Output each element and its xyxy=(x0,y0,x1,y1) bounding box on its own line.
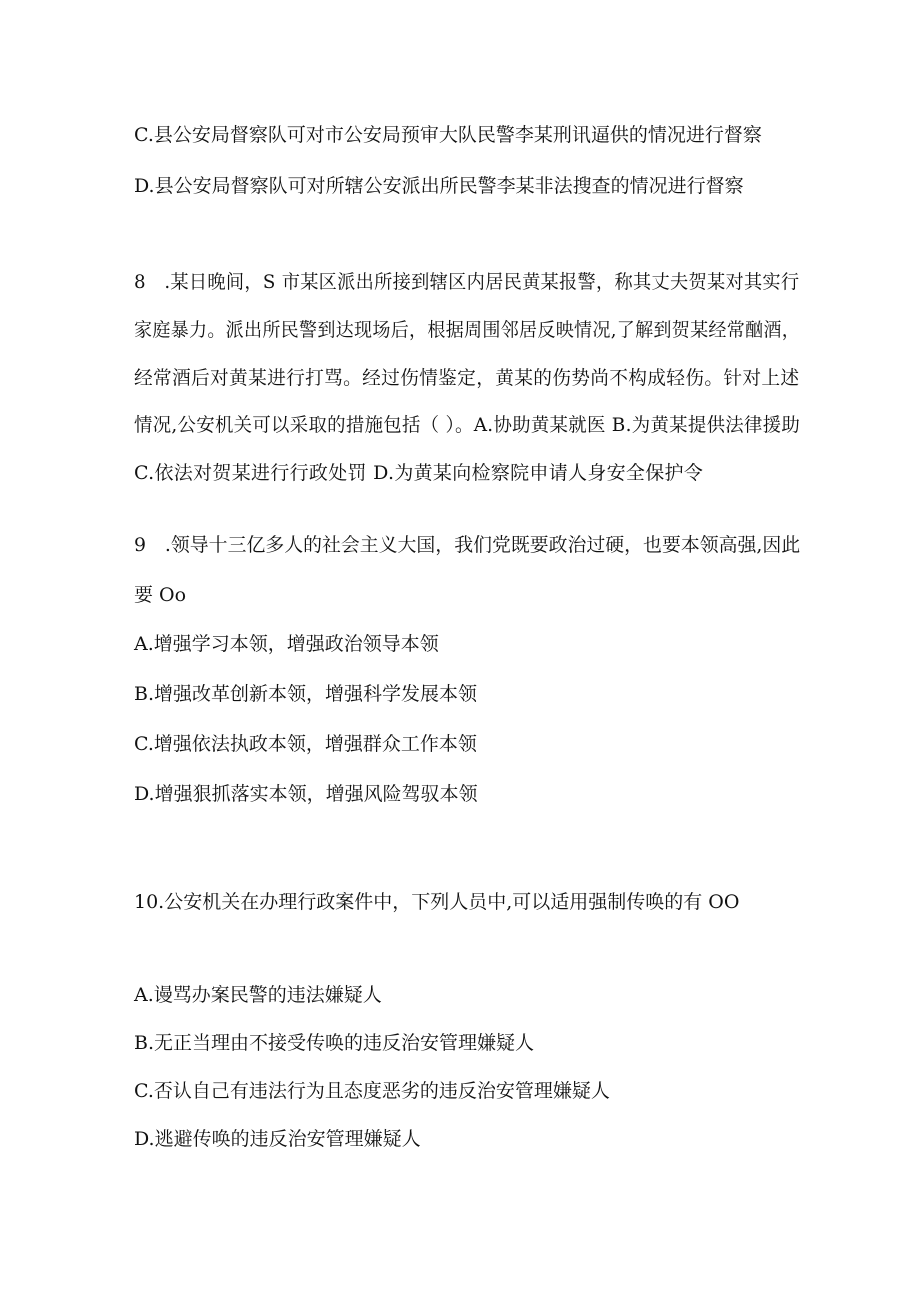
q8-options-line: C.依法对贺某进行行政处罚 D.为黄某向检察院申请人身安全保护令 xyxy=(134,462,704,484)
q7-option-d: D.县公安局督察队可对所辖公安派出所民警李某非法搜查的情况进行督察 xyxy=(134,175,744,197)
q10-stem: 10.公安机关在办理行政案件中，下列人员中,可以适用强制传唤的有 OO xyxy=(134,891,740,913)
q8-stem-line-3: 经常酒后对黄某进行打骂。经过伤情鉴定，黄某的伤势尚不构成轻伤。针对上述 xyxy=(134,367,800,389)
q9-stem-line-1: 9 .领导十三亿多人的社会主义大国，我们党既要政治过硬，也要本领高强,因此 xyxy=(134,534,801,556)
q8-stem-line-4: 情况,公安机关可以采取的措施包括（ ）。A.协助黄某就医 B.为黄某提供法律援助 xyxy=(134,414,801,436)
q9-option-c: C.增强依法执政本领，增强群众工作本领 xyxy=(134,733,477,755)
q8-stem-line-2: 家庭暴力。派出所民警到达现场后，根据周围邻居反映情况,了解到贺某经常酗酒， xyxy=(134,319,801,341)
q10-option-d: D.逃避传唤的违反治安管理嫌疑人 xyxy=(134,1128,421,1150)
q9-option-d: D.增强狠抓落实本领，增强风险驾驭本领 xyxy=(134,783,478,805)
q8-stem-line-1: 8 .某日晚间，S 市某区派出所接到辖区内居民黄某报警，称其丈夫贺某对其实行 xyxy=(134,271,800,293)
q9-stem-line-2: 要 Oo xyxy=(134,584,187,606)
q10-option-a: A.谩骂办案民警的违法嫌疑人 xyxy=(134,984,382,1006)
q10-option-c: C.否认自己有违法行为且态度恶劣的违反治安管理嫌疑人 xyxy=(134,1080,610,1102)
q10-option-b: B.无正当理由不接受传唤的违反治安管理嫌疑人 xyxy=(134,1032,535,1054)
q7-option-c: C.县公安局督察队可对市公安局预审大队民警李某刑讯逼供的情况进行督察 xyxy=(134,124,762,146)
q9-option-a: A.增强学习本领，增强政治领导本领 xyxy=(134,633,439,655)
q9-option-b: B.增强改革创新本领，增强科学发展本领 xyxy=(134,683,478,705)
